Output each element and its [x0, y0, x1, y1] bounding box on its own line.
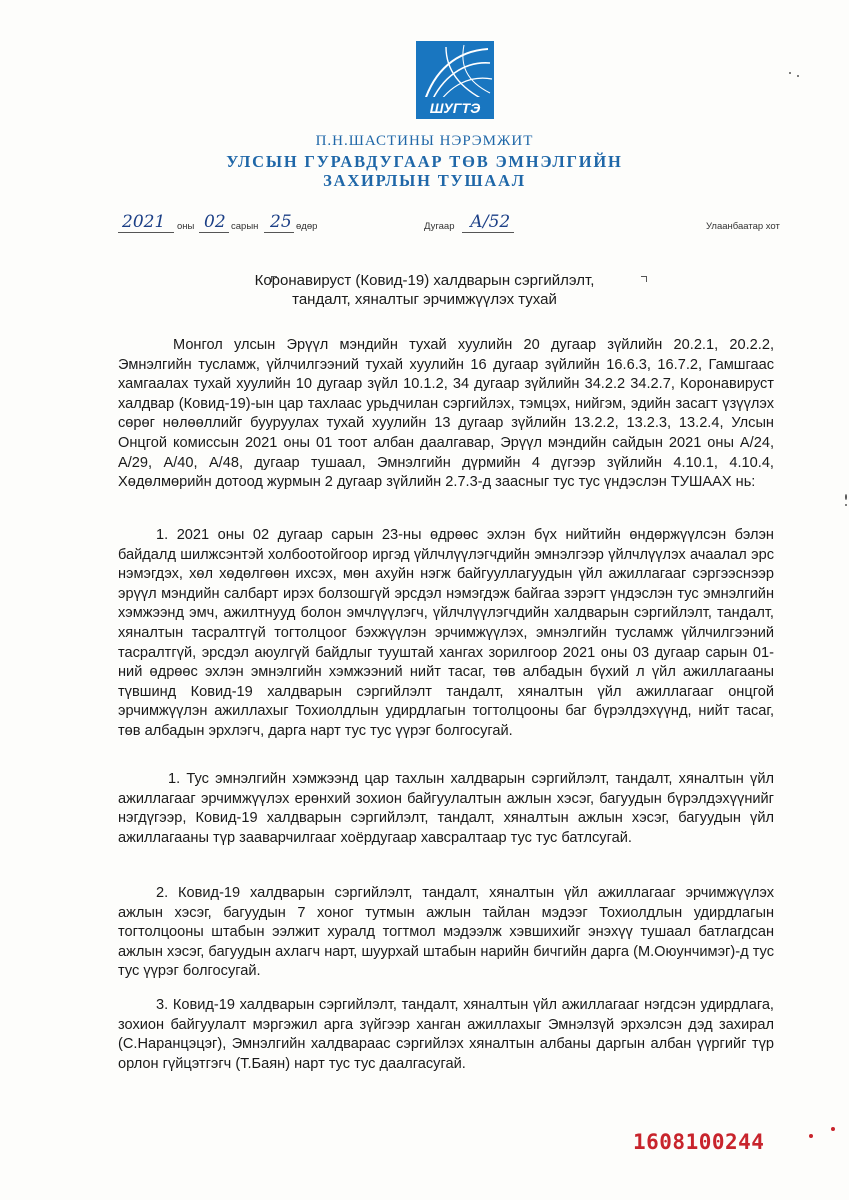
logo-emblem-icon — [416, 41, 494, 119]
scan-speck — [789, 72, 791, 74]
sub-item-1: 1. Тус эмнэлгийн хэмжээнд цар тахлын халдварын сэргийлэлт, тандалт, хяналтын үйл ажиллагааг эрчимжүүлэх ерөнхий зохион байгуулалтын ажлын хэсэг, багуудын бүрэлдэхүүнийг нэгдүгээр, Ковид-19 халдварын сэргийлэлт, тандалт, хяналтын ажлын хэсэг, багуудын үйл ажиллагааны түр зааварчилгааг хоёрдугаар хавсралтаар тус тус батлсугай. — [118, 771, 774, 846]
red-mark — [809, 1134, 813, 1138]
scan-speck — [845, 504, 847, 506]
org-name: УЛСЫН ГУРАВДУГААР ТӨВ ЭМНЭЛГИЙН — [226, 152, 623, 171]
serial-number-stamp: 1608100244 — [633, 1130, 765, 1154]
date-year: 2021 — [122, 212, 166, 232]
order-number: А/52 — [470, 212, 511, 232]
document-meta-row — [0, 212, 849, 238]
year-label: оны — [177, 221, 195, 232]
scan-speck — [845, 494, 847, 500]
day-label: өдөр — [296, 221, 318, 232]
day-underline — [264, 232, 294, 233]
organization-logo — [416, 41, 494, 119]
sub-item-2: 2. Ковид-19 халдварын сэргийлэлт, тандалт, хяналтын үйл ажиллагааг эрчимжүүлэх ажлын хэсэг, багуудын 7 хоног тутмын ажлын тайлан мэдээг Тохиолдлын удирдлагын тогтолцооны штабын ээлжит хуралд тогтмол мэдээлж хэвшихийг энэхүү тушаал батлагдсан ажлын хэсэг, багуудын ахлагч нарт, шуурхай штабын нарийн бичгийн дарга (М.Оюунчимэг)-д тус тус үүрэг болгосугай. — [118, 885, 774, 980]
date-day: 25 — [270, 212, 292, 232]
city-label: Улаанбаатар хот — [706, 221, 780, 232]
sub-item-3: 3. Ковид-19 халдварын сэргийлэлт, тандалт, хяналтын үйл ажиллагааг нэгдсэн удирдлага, зохион байгуулалт мэргэжил арга зүйгээр ханган ажиллахыг Эмнэлзүй эрхэлсэн дэд захирал (С.Наранцэцэг), Эмнэлгийн халдвараас сэргийлэх хяналтын албаны даргын албан үүргийг түр орлон гүйцэтгэгч (Т.Баян) нарт тус тус даалгасугай. — [118, 997, 774, 1072]
preamble-paragraph: Монгол улсын Эрүүл мэндийн тухай хуулийн 20 дугаар зүйлийн 20.2.1, 20.2.2, Эмнэлгийн тусламж, үйлчилгээний тухай хуулийн 16 дугаар зүйлийн 16.6.3, 16.7.2, Гамшгаас хамгаалах тухай хуулийн 10 дугаар зүйл 10.1.2, 34 дугаар зүйлийн 34.2.2 34.2.7, Коронавируст халдвар (Ковид-19)-ын цар тахлаас урьдчилан сэргийлэх, тэмцэх, нийгэм, эдийн засагт үзүүлэх сөрөг нөлөөллийг бууруулах тухай хуулийн 13 дугаар зүйлийн 13.2.2, 13.2.3, 13.2.4, Улсын Онцгой комиссын 2021 оны 01 тоот албан даалгавар, Эрүүл мэндийн сайдын 2021 оны А/24, А/29, А/40, А/48, дугаар тушаал, Эмнэлгийн дүрмийн 4 дүгээр зүйлийн 4.10.1, 4.10.4, Хөдөлмөрийн дотоод журмын 2 дугаар зүйлийн 2.7.3-д заасныг тус тус үндэслэн ТУШААХ нь: — [118, 337, 774, 491]
org-subtitle: П.Н.ШАСТИНЫ НЭРЭМЖИТ — [315, 133, 534, 149]
year-underline — [118, 232, 174, 233]
number-label: Дугаар — [424, 221, 455, 232]
scan-speck — [797, 75, 799, 77]
document-title — [0, 271, 849, 309]
month-underline — [199, 232, 229, 233]
title-line-1: Коронавируст (Ковид-19) халдварын сэргийлэлт, — [254, 272, 595, 289]
logo-text: ШУГТЭ — [429, 100, 481, 116]
number-underline — [462, 232, 514, 233]
date-month: 02 — [204, 212, 226, 232]
month-label: сарын — [231, 221, 259, 232]
order-item-1: 1. 2021 оны 02 дугаар сарын 23-ны өдрөөс эхлэн бүх нийтийн өндөржүүлсэн бэлэн байдалд шилжсэнтэй холбоотойгоор иргэд үйлчлүүлэгчдийн эмнэлгээр үйлчлүүлэх ачаалал эрс нэмэгдэх, хөл хөдөлгөөн ихсэх, мөн ахуйн нэгж байгууллагуудын үйл ажиллагааг сэргээснээр эрүүл мэндийн салбарт ирэх болзошгүй эрсдэл нэмэгдэж байгаа зэрэгт үндэслэн тус эмнэлгийн хэмжээнд эмч, ажилтнууд болон эмчлүүлэгч, үйлчлүүлэгчдийн халдварын сэргийлэлт, тандалт, хяналтын тасралтгүй тогтолцоог бэхжүүлэн эрчимжүүлэх, эмнэлгийн тусламж үйлчилгээний тасралтгүй, эрсдэл аюулгүй байдлыг тууштай хангах зорилгоор 2021 оны 03 дугаар сарын 01-ний өдрөөс эхлэн эмнэлгийн хэмжээний нийт тасаг, төв албадын бүхий л үйл ажиллагааны түвшинд Ковид-19 халдварын сэргийлэлт тандалт, хяналтын үйл ажиллагааг онцгой эрчимжүүлэн ажиллахыг Тохиолдлын удирдлагын тогтолцооны баг бүрэлдэхүүнд, нийт тасаг, төв албадын эрхлэгч, дарга нарт тус тус үүрэг болгосугай. — [118, 527, 774, 739]
document-type: ЗАХИРЛЫН ТУШААЛ — [323, 171, 526, 190]
title-line-2: тандалт, хяналтыг эрчимжүүлэх тухай — [292, 291, 557, 308]
red-mark — [831, 1127, 835, 1131]
